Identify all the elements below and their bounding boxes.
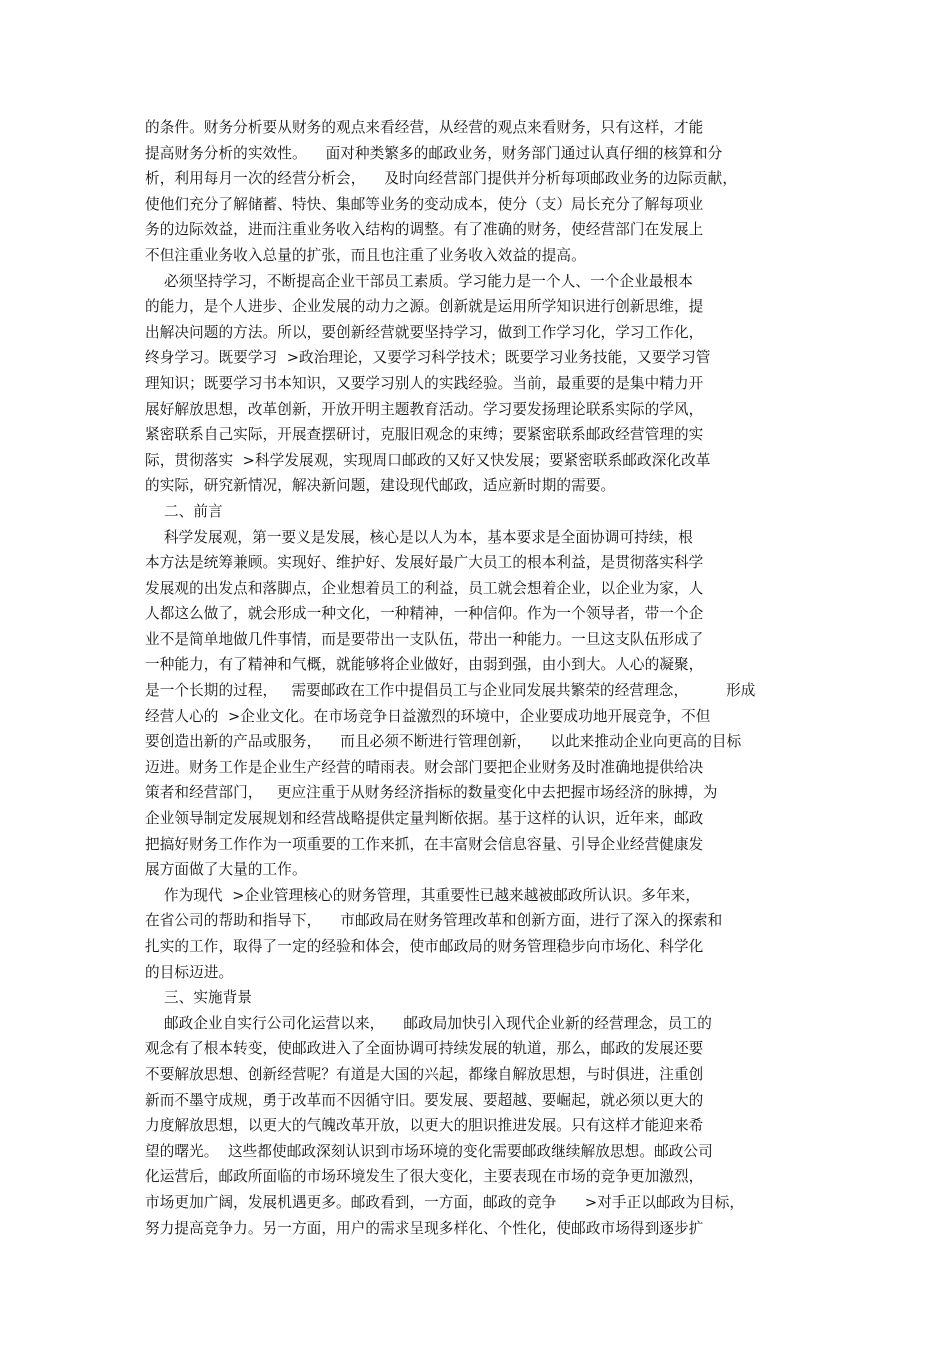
text-line: 的能力，是个人进步、企业发展的动力之源。创新就是运用所学知识进行创新思维，提 bbox=[145, 298, 704, 316]
text-line: 化运营后，邮政所面临的市场环境发生了很大变化，主要表现在市场的竞争更加激烈， bbox=[145, 1168, 704, 1186]
text-line: 理知识；既要学习书本知识，又要学习别人的实践经验。当前，最重要的是集中精力开 bbox=[145, 374, 704, 392]
text-line: 本方法是统筹兼顾。实现好、维护好、发展好最广大员工的根本利益，是贯彻落实科学 bbox=[145, 554, 704, 572]
text-line: 策者和经营部门， 更应注重于从财务经济指标的数量变化中去把握市场经济的脉搏，为 bbox=[145, 784, 718, 802]
text-line: 一种能力，有了精神和气概，就能够将企业做好，由弱到强，由小到大。人心的凝聚， bbox=[145, 656, 704, 674]
text-line: 人都这么做了，就会形成一种文化，一种精神，一种信仰。作为一个领导者，带一个企 bbox=[145, 605, 704, 623]
text-line: 在省公司的帮助和指导下， 市邮政局在财务管理改革和创新方面，进行了深入的探索和 bbox=[145, 912, 723, 930]
section-heading: 三、实施背景 bbox=[145, 989, 253, 1007]
text-line: 紧密联系自己实际，开展查摆研讨，克服旧观念的束缚；要紧密联系邮政经营管理的实 bbox=[145, 426, 704, 444]
text-line: 市场更加广阔，发展机遇更多。邮政看到，一方面，邮政的竞争 >对手正以邮政为目标， bbox=[145, 1193, 745, 1211]
text-line: 终身学习。既要学习 >政治理论，又要学习科学技术；既要学习业务技能，又要学习管 bbox=[145, 349, 711, 367]
text-line: 努力提高竞争力。另一方面，用户的需求呈现多样化、个性化，使邮政市场得到逐步扩 bbox=[145, 1219, 704, 1237]
text-line: 新而不墨守成规，勇于改革而不因循守旧。要发展、要超越、要崛起，就必须以更大的 bbox=[145, 1091, 704, 1109]
text-line: 力度解放思想，以更大的气魄改革开放，以更大的胆识推进发展。只有这样才能迎来希 bbox=[145, 1117, 704, 1135]
text-line: 务的边际效益，进而注重业务收入结构的调整。有了准确的财务，使经营部门在发展上 bbox=[145, 221, 704, 239]
text-line: 科学发展观，第一要义是发展，核心是以人为本，基本要求是全面协调可持续，根 bbox=[145, 528, 693, 546]
text-line: 不要解放思想、创新经营呢？有道是大国的兴起，都缘自解放思想，与时俱进，注重创 bbox=[145, 1065, 704, 1083]
text-line: 迈进。财务工作是企业生产经营的晴雨表。财会部门要把企业财务及时准确地提供给决 bbox=[145, 758, 704, 776]
text-line: 的实际，研究新情况，解决新问题，建设现代邮政，适应新时期的需要。 bbox=[145, 477, 616, 495]
text-line: 望的曙光。 这些都使邮政深刻认识到市场环境的变化需要邮政继续解放思想。邮政公司 bbox=[145, 1142, 713, 1160]
section-heading: 二、前言 bbox=[145, 502, 223, 520]
text-line: 观念有了根本转变，使邮政进入了全面协调可持续发展的轨道，那么，邮政的发展还要 bbox=[145, 1040, 704, 1058]
text-line: 不但注重业务收入总量的扩张，而且也注重了业务收入效益的提高。 bbox=[145, 246, 586, 264]
text-line: 业不是简单地做几件事情，而是要带出一支队伍，带出一种能力。一旦这支队伍形成了 bbox=[145, 630, 704, 648]
text-line: 的条件。财务分析要从财务的观点来看经营，从经营的观点来看财务，只有这样，才能 bbox=[145, 119, 704, 136]
text-line: 的目标迈进。 bbox=[145, 963, 234, 981]
text-line: 展好解放思想，改革创新，开放开明主题教育活动。学习要发扬理论联系实际的学风， bbox=[145, 400, 704, 418]
document-body bbox=[145, 115, 815, 1241]
text-line: 扎实的工作，取得了一定的经验和体会，使市邮政局的财务管理稳步向市场化、科学化 bbox=[145, 938, 704, 955]
text-line: 展方面做了大量的工作。 bbox=[145, 861, 307, 879]
text-line: 使他们充分了解储蓄、特快、集邮等业务的变动成本，使分（支）局长充分了解每项业 bbox=[145, 195, 704, 213]
text-line: 出解决问题的方法。所以，要创新经营就要坚持学习，做到工作学习化，学习工作化， bbox=[145, 323, 704, 341]
text-line: 要创造出新的产品或服务， 而且必须不断进行管理创新， 以此来推动企业向更高的目标 bbox=[145, 733, 742, 751]
text-line: 企业领导制定发展规划和经营战略提供定量判断依据。基于这样的认识，近年来，邮政 bbox=[145, 810, 704, 828]
text-line: 析，利用每月一次的经营分析会， 及时向经营部门提供并分析每项邮政业务的边际贡献， bbox=[145, 170, 738, 188]
text-line: 邮政企业自实行公司化运营以来， 邮政局加快引入现代企业新的经营理念，员工的 bbox=[145, 1014, 712, 1032]
text-line: 提高财务分析的实效性。 面对种类繁多的邮政业务，财务部门通过认真仔细的核算和分 bbox=[145, 144, 723, 162]
text-line: 必须坚持学习，不断提高企业干部员工素质。学习能力是一个人、一个企业最根本 bbox=[145, 272, 693, 290]
text-line: 发展观的出发点和落脚点，企业想着员工的利益，员工就会想着企业，以企业为家，人 bbox=[145, 579, 704, 597]
text-line: 际，贯彻落实 >科学发展观，实现周口邮政的又好又快发展；要紧密联系邮政深化改革 bbox=[145, 451, 711, 469]
text-line: 经营人心的 >企业文化。在市场竞争日益激烈的环境中，企业要成功地开展竞争，不但 bbox=[145, 707, 711, 725]
text-line: 作为现代 >企业管理核心的财务管理，其重要性已越来越被邮政所认识。多年来， bbox=[145, 886, 701, 904]
text-line: 是一个长期的过程， 需要邮政在工作中提倡员工与企业同发展共繁荣的经营理念， 形成 bbox=[145, 682, 756, 700]
text-line: 把搞好财务工作作为一项重要的工作来抓，在丰富财会信息容量、引导企业经营健康发 bbox=[145, 835, 704, 853]
